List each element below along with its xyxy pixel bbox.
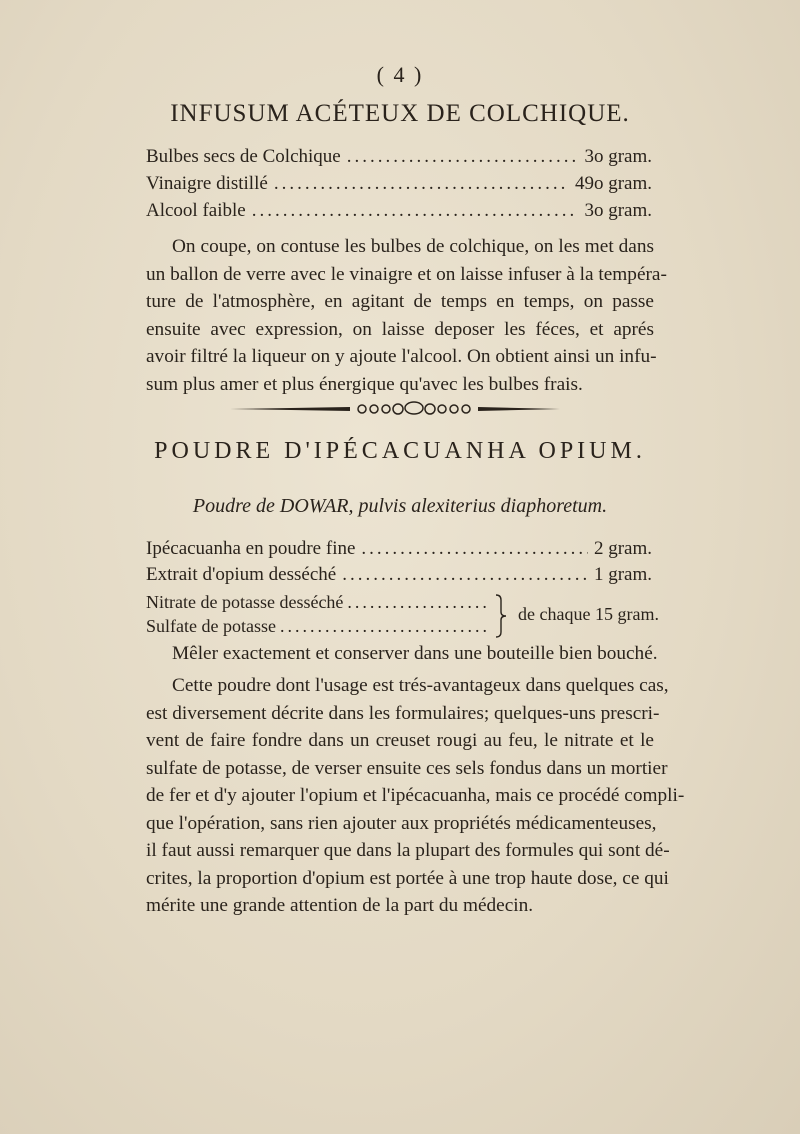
leader-dots <box>252 200 579 222</box>
text-line: ensuite avec expression, on laisse deposer les féces, et aprés <box>146 318 654 340</box>
ingredient-name: Nitrate de potasse desséché <box>146 592 344 612</box>
ingredient-qty: 49o gram. <box>574 173 652 194</box>
text-line: de fer et d'y ajouter l'opium et l'ipécacuanha, mais ce procédé compli- <box>146 785 685 806</box>
ingredient-row <box>146 146 652 172</box>
instruction <box>146 640 658 668</box>
ornament-divider-icon <box>230 400 560 416</box>
ingredient-row <box>146 173 652 199</box>
leader-dots <box>342 564 588 586</box>
ingredient-qty: 3o gram. <box>584 200 652 221</box>
ingredient-name: Extrait d'opium desséché <box>146 564 337 585</box>
text-line: mérite une grande attention de la part du médecin. <box>146 895 534 916</box>
text-line: On coupe, on contuse les bulbes de colchique, on les met dans <box>172 236 654 257</box>
text-line: ture de l'atmosphère, en agitant de temps en temps, on passe <box>146 291 654 312</box>
ingredient-name: Sulfate de potasse <box>146 616 276 636</box>
text-line: vent de faire fondre dans un creuset rougi au feu, le nitrate et le <box>146 730 654 751</box>
ingredient-name: Vinaigre distillé <box>146 173 268 194</box>
ingredient-qty: 2 gram. <box>593 538 652 559</box>
paragraph-ipecacuanha <box>146 672 685 920</box>
ingredient-qty: 1 gram. <box>593 564 652 585</box>
leader-dots <box>361 538 588 560</box>
grouped-qty: de chaque 15 gram. <box>518 604 659 624</box>
section-subtitle: Poudre de DOWAR, pulvis alexiterius diaphoretum. <box>192 495 608 517</box>
paragraph-colchique <box>146 233 667 398</box>
ingredient-row <box>146 616 490 638</box>
ingredient-row <box>146 200 652 226</box>
ingredient-qty: 3o gram. <box>584 146 652 167</box>
text-line: est diversement décrite dans les formulaires; quelques-uns prescri- <box>146 702 660 724</box>
text-line: crites, la proportion d'opium est portée à une trop haute dose, ce qui <box>146 867 669 889</box>
ingredient-name: Alcool faible <box>146 200 246 221</box>
ingredient-row <box>146 538 652 564</box>
section-title-ipecacuanha: POUDRE D'IPÉCACUANHA OPIUM. <box>154 438 646 464</box>
ingredient-name: Ipécacuanha en poudre fine <box>146 538 356 559</box>
text-line: Mêler exactement et conserver dans une bouteille bien bouché. <box>172 643 658 664</box>
leader-dots <box>347 146 579 168</box>
leader-dots <box>280 616 486 637</box>
section-title-colchique: INFUSUM ACÉTEUX DE COLCHIQUE. <box>170 100 630 127</box>
text-line: un ballon de verre avec le vinaigre et on laisse infuser à la tempéra- <box>146 263 667 285</box>
text-line: avoir filtré la liqueur on y ajoute l'alcool. On obtient ainsi un infu- <box>146 346 657 367</box>
text-line: sum plus amer et plus énergique qu'avec les bulbes frais. <box>146 373 583 395</box>
leader-dots <box>274 173 569 195</box>
text-line: il faut aussi remarquer que dans la plupart des formules qui sont dé- <box>146 840 670 861</box>
page-number: ( 4 ) <box>376 62 424 87</box>
text-line: que l'opération, sans rien ajouter aux propriétés médicamenteuses, <box>146 812 657 834</box>
leader-dots <box>347 592 486 613</box>
ingredient-name: Bulbes secs de Colchique <box>146 146 341 167</box>
text-line: Cette poudre dont l'usage est trés-avantageux dans quelques cas, <box>172 675 669 696</box>
grouped-ingredients <box>146 590 659 642</box>
ingredient-row <box>146 592 490 614</box>
ingredient-row <box>146 564 652 590</box>
text-line: sulfate de potasse, de verser ensuite ces sels fondus dans un mortier <box>146 757 668 779</box>
right-brace-icon <box>494 594 508 638</box>
